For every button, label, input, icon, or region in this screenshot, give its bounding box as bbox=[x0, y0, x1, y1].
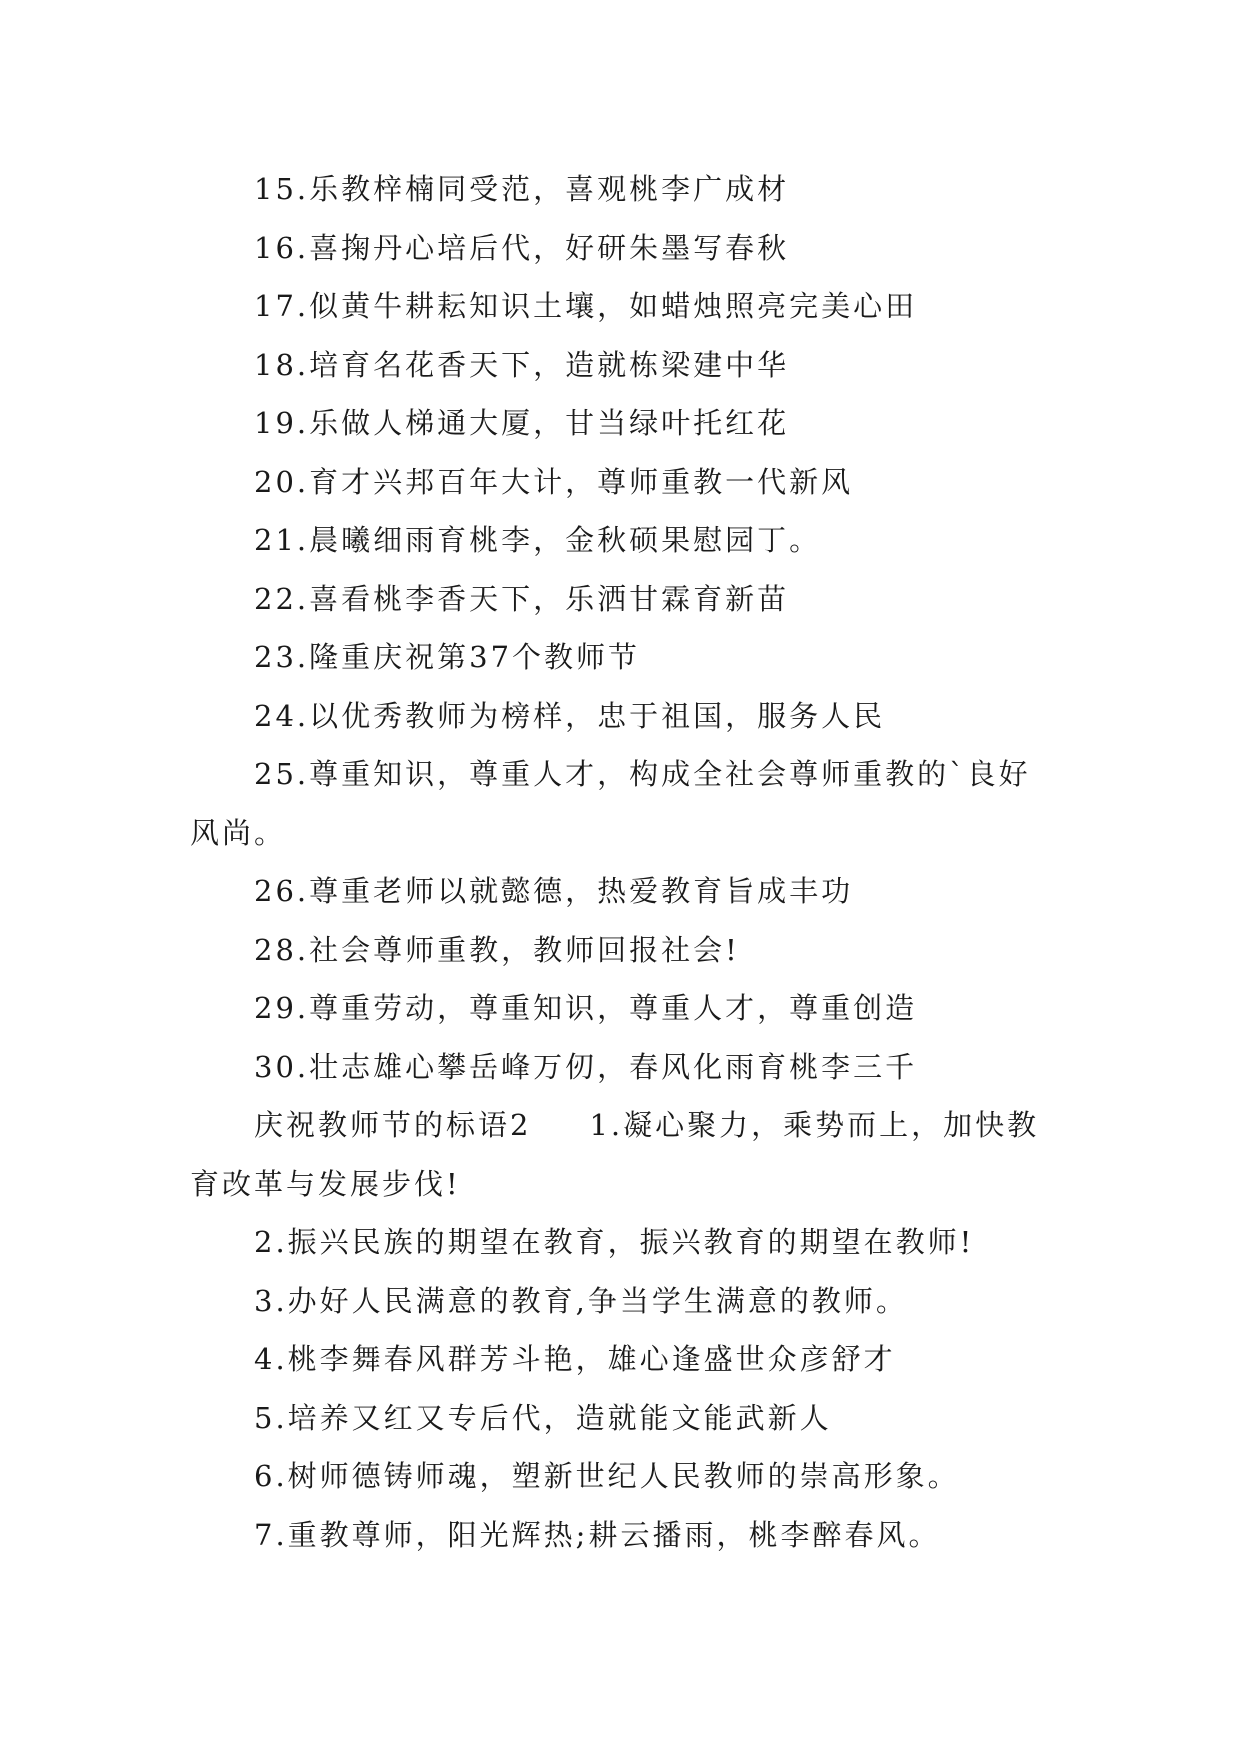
paragraph: 22.喜看桃李香天下，乐洒甘霖育新苗 bbox=[254, 581, 790, 616]
paragraph: 3.办好人民满意的教育,争当学生满意的教师。 bbox=[254, 1283, 908, 1318]
paragraph: 30.壮志雄心攀岳峰万仞，春风化雨育桃李三千 bbox=[254, 1049, 918, 1084]
section-heading: 庆祝教师节的标语2 bbox=[254, 1108, 532, 1142]
paragraph: 28.社会尊师重教，教师回报社会! bbox=[254, 932, 740, 967]
paragraph: 17.似黄牛耕耘知识土壤，如蜡烛照亮完美心田 bbox=[254, 289, 918, 323]
paragraph: 21.晨曦细雨育桃李，金秋硕果慰园丁。 bbox=[254, 523, 822, 557]
paragraph: 6.树师德铸师魂，塑新世纪人民教师的崇高形象。 bbox=[254, 1459, 960, 1493]
paragraph: 4.桃李舞春风群芳斗艳，雄心逢盛世众彦舒才 bbox=[254, 1342, 896, 1376]
section-paragraph bbox=[190, 1096, 1060, 1213]
paragraph: 19.乐做人梯通大厦，甘当绿叶托红花 bbox=[254, 406, 790, 440]
paragraph: 16.喜掬丹心培后代，好研朱墨写春秋 bbox=[254, 230, 790, 265]
paragraph: 18.培育名花香天下，造就栋梁建中华 bbox=[254, 347, 790, 382]
document-body bbox=[190, 160, 1060, 1564]
paragraph: 24.以优秀教师为榜样，忠于祖国，服务人民 bbox=[254, 698, 886, 733]
section-first-item: 1.凝心聚力，乘势而上，加快教育改革与发展步伐! bbox=[190, 1108, 1040, 1201]
paragraph: 23.隆重庆祝第37个教师节 bbox=[254, 640, 641, 674]
paragraph: 5.培养又红又专后代，造就能文能武新人 bbox=[254, 1400, 832, 1435]
paragraph: 25.尊重知识，尊重人才，构成全社会尊师重教的`良好风尚。 bbox=[190, 757, 1031, 850]
paragraph: 20.育才兴邦百年大计，尊师重教一代新风 bbox=[254, 464, 854, 499]
paragraph: 26.尊重老师以就懿德，热爱教育旨成丰功 bbox=[254, 874, 854, 908]
paragraph: 7.重教尊师，阳光辉热;耕云播雨，桃李醉春风。 bbox=[254, 1517, 941, 1552]
paragraph: 2.振兴民族的期望在教育，振兴教育的期望在教师! bbox=[254, 1225, 975, 1259]
paragraph: 29.尊重劳动，尊重知识，尊重人才，尊重创造 bbox=[254, 991, 918, 1025]
paragraph: 15.乐教梓楠同受范，喜观桃李广成材 bbox=[254, 172, 790, 206]
